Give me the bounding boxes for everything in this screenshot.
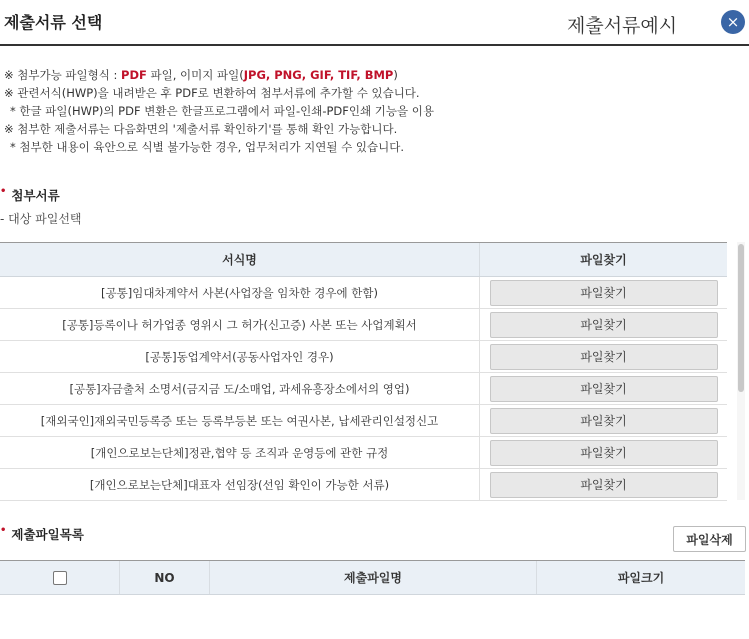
- form-name: [재외국인]재외국민등록증 또는 등록부등본 또는 여권사본, 납세관리인설정신고: [0, 405, 480, 436]
- file-find-button[interactable]: 파일찾기: [490, 312, 718, 338]
- sample-documents-link[interactable]: 제출서류예시: [567, 15, 678, 37]
- notice-hwp: ※ 관련서식(HWP)을 내려받은 후 PDF로 변환하여 첨부서류에 추가할 수 있습니다.: [4, 86, 420, 100]
- files-section-title: • 제출파일목록: [0, 525, 84, 542]
- find-cell: [480, 437, 727, 468]
- select-all-checkbox[interactable]: [53, 571, 67, 585]
- attach-section-title: • 첨부서류: [0, 186, 60, 203]
- attach-row: [0, 277, 727, 309]
- pdf-label: PDF: [121, 68, 147, 82]
- image-formats: JPG, PNG, GIF, TIF, BMP: [243, 68, 394, 82]
- find-cell: [480, 405, 727, 436]
- files-table-header: [0, 560, 745, 595]
- col-file-size: 파일크기: [617, 571, 665, 585]
- attach-table-scrollbar[interactable]: [737, 242, 745, 500]
- file-find-button[interactable]: 파일찾기: [490, 408, 718, 434]
- notice-formats: ※ 첨부가능 파일형식 : PDF 파일, 이미지 파일(JPG, PNG, GIF, TIF, BMP): [4, 68, 398, 82]
- notice-hwp-sub: * 한글 파일(HWP)의 PDF 변환은 한글프로그램에서 파일-인쇄-PDF인쇄 기능을 이용: [10, 104, 434, 118]
- select-all-cell: [0, 561, 120, 594]
- notice-block: [4, 66, 434, 156]
- bullet-icon: •: [0, 525, 7, 536]
- file-find-button[interactable]: 파일찾기: [490, 376, 718, 402]
- attach-row: [0, 437, 727, 469]
- find-cell: [480, 373, 727, 404]
- attach-row: [0, 469, 727, 501]
- attach-row: [0, 341, 727, 373]
- form-name: [개인으로보는단체]정관,협약 등 조직과 운영등에 관한 규정: [0, 437, 480, 468]
- col-file-find: 파일찾기: [580, 253, 627, 267]
- file-delete-button[interactable]: 파일삭제: [673, 526, 746, 552]
- attach-table-body: [0, 277, 727, 501]
- dialog-title: 제출서류 선택: [4, 13, 103, 32]
- form-name: [공통]동업계약서(공동사업자인 경우): [0, 341, 480, 372]
- file-find-button[interactable]: 파일찾기: [490, 280, 718, 306]
- scrollbar-thumb[interactable]: [738, 244, 744, 392]
- find-cell: [480, 469, 727, 500]
- attach-row: [0, 373, 727, 405]
- col-file-name: 제출파일명: [210, 561, 537, 594]
- attach-table-header: [0, 243, 727, 277]
- notice-confirm-sub: * 첨부한 내용이 육안으로 식별 불가능한 경우, 업무처리가 지연될 수 있습니다.: [10, 140, 404, 154]
- find-cell: [480, 341, 727, 372]
- attach-table: [0, 242, 727, 501]
- form-name: [공통]자금출처 소명서(금지금 도/소매업, 과세유흥장소에서의 영업): [0, 373, 480, 404]
- col-form-name: 서식명: [0, 243, 480, 276]
- dialog-header: [0, 0, 749, 46]
- form-name: [공통]등록이나 허가업종 영위시 그 허가(신고증) 사본 또는 사업계획서: [0, 309, 480, 340]
- notice-confirm: ※ 첨부한 제출서류는 다음화면의 '제출서류 확인하기'를 통해 확인 가능합니다.: [4, 122, 398, 136]
- file-find-button[interactable]: 파일찾기: [490, 440, 718, 466]
- form-name: [공통]임대차계약서 사본(사업장을 임차한 경우에 한함): [0, 277, 480, 308]
- form-name: [개인으로보는단체]대표자 선임장(선임 확인이 가능한 서류): [0, 469, 480, 500]
- close-icon[interactable]: ×: [721, 10, 745, 34]
- file-find-button[interactable]: 파일찾기: [490, 472, 718, 498]
- attach-row: [0, 405, 727, 437]
- find-cell: [480, 309, 727, 340]
- col-no: NO: [120, 561, 210, 594]
- find-cell: [480, 277, 727, 308]
- file-find-button[interactable]: 파일찾기: [490, 344, 718, 370]
- bullet-icon: •: [0, 186, 7, 197]
- attach-row: [0, 309, 727, 341]
- target-file-caption: - 대상 파일선택: [0, 212, 82, 226]
